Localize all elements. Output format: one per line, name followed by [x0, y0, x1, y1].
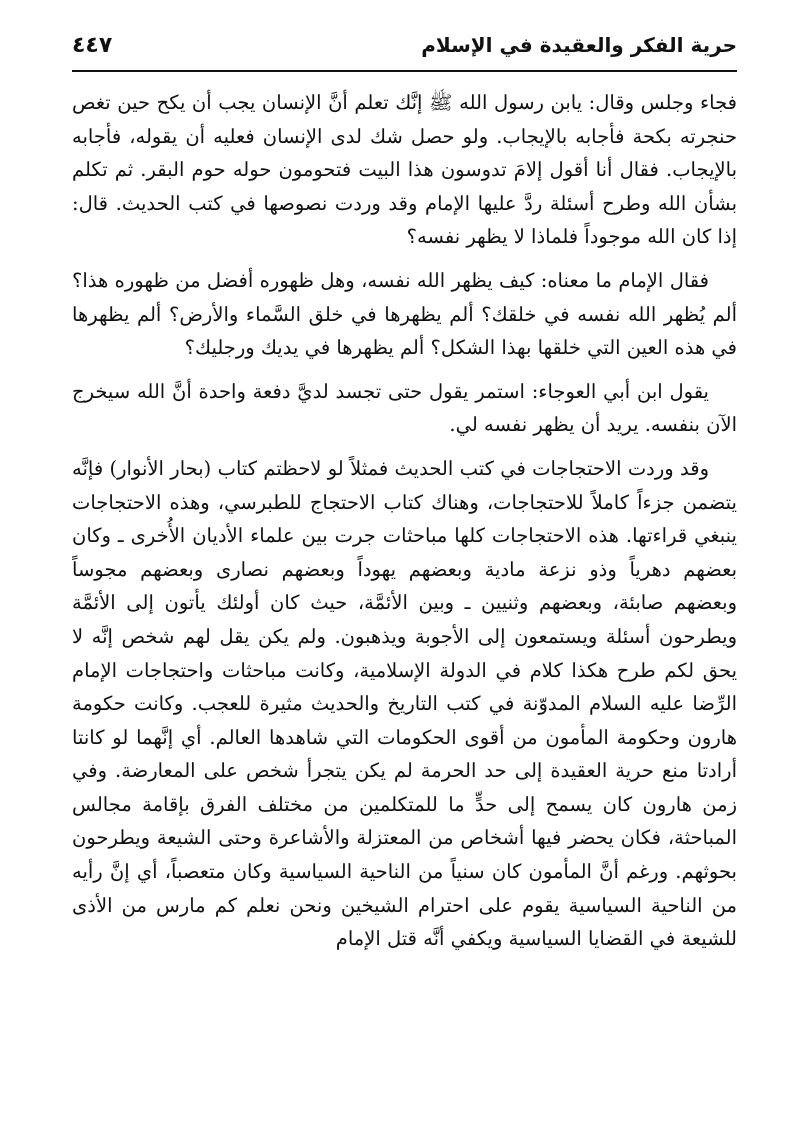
body-text: [72, 86, 737, 1138]
paragraph: فجاء وجلس وقال: يابن رسول الله ﷺ إنَّك تعلم أنَّ الإنسان يجب أن يكح حين تغص حنجرته بكحة فأجابه بالإيجاب. ولو حصل شك لدى الإنسان فعليه أن يقوله، فأجابه بالإيجاب. فقال أنا أقول إلامَ تدوسون هذا البيت فتحومون حوله حوم البقر. ثم تكلم بشأن الله وطرح أسئلة ردَّ عليها الإمام وقد وردت نصوصها في كتب الحديث. قال: إذا كان الله موجوداً فلماذا لا يظهر نفسه؟: [72, 91, 737, 249]
page-number: ٤٤٧: [72, 32, 113, 58]
running-header-title: حرية الفكر والعقيدة في الإسلام: [421, 33, 737, 57]
running-header: [72, 24, 737, 66]
paragraph: يقول ابن أبي العوجاء: استمر يقول حتى تجسد لديَّ دفعة واحدة أنَّ الله سيخرج الآن بنفسه. يريد أن يظهر نفسه لي.: [72, 379, 737, 437]
paragraph: وقد وردت الاحتجاجات في كتب الحديث فمثلاً لو لاحظتم كتاب (بحار الأنوار) فإنَّه يتضمن جزءاً كاملاً للاحتجاجات، وهناك كتاب الاحتجاج للطبرسي، وهذه الاحتجاجات ينبغي قراءتها. هذه الاحتجاجات كلها مباحثات جرت بين علماء الأديان الأُخرى ـ وكان بعضهم دهرياً وذو نزعة مادية وبعضهم يهوداً وبعضهم نصارى وبعضهم مجوساً وبعضهم صابئة، وبعضهم وثنيين ـ وبين الأئمَّة، حيث كان أولئك يأتون إلى الأئمَّة ويطرحون أسئلة ويستمعون إلى الأجوبة ويذهبون. ولم يكن يقل لهم شخص إنَّه لا يحق لكم طرح هكذا كلام في الدولة الإسلامية، وكانت مباحثات واحتجاجات الإمام الرِّضا عليه السلام المدوّنة في كتب التاريخ والحديث مثيرة للعجب. وكانت حكومة هارون وحكومة المأمون من أقوى الحكومات التي شاهدها العالم. أي إنَّهما لو كانتا أرادتا منع حرية العقيدة إلى حد الحرمة لم يكن يتجرأ شخص على المعارضة. وفي زمن هارون كان يسمح إلى حدٍّ ما للمتكلمين من مختلف الفرق بإقامة مجالس المباحثة، فكان يحضر فيها أشخاص من المعتزلة والأشاعرة وحتى الشيعة ويطرحون بحوثهم. ورغم أنَّ المأمون كان سنياً من الناحية السياسية وكان متعصباً، أي إنَّ رأيه من الناحية السياسية يقوم على احترام الشيخين ونحن نعلم كم مارس من الأذى للشيعة في القضايا السياسية ويكفي أنَّه قتل الإمام: [72, 456, 737, 951]
header-divider: [72, 70, 737, 72]
paragraph: فقال الإمام ما معناه: كيف يظهر الله نفسه، وهل ظهوره أفضل من ظهوره هذا؟ ألم يُظهر الله نفسه في خلقك؟ ألم يظهرها في خلق السَّماء والأرض؟ ألم يظهرها في هذه العين التي خلقها بهذا الشكل؟ ألم يظهرها في يديك ورجليك؟: [72, 268, 737, 360]
